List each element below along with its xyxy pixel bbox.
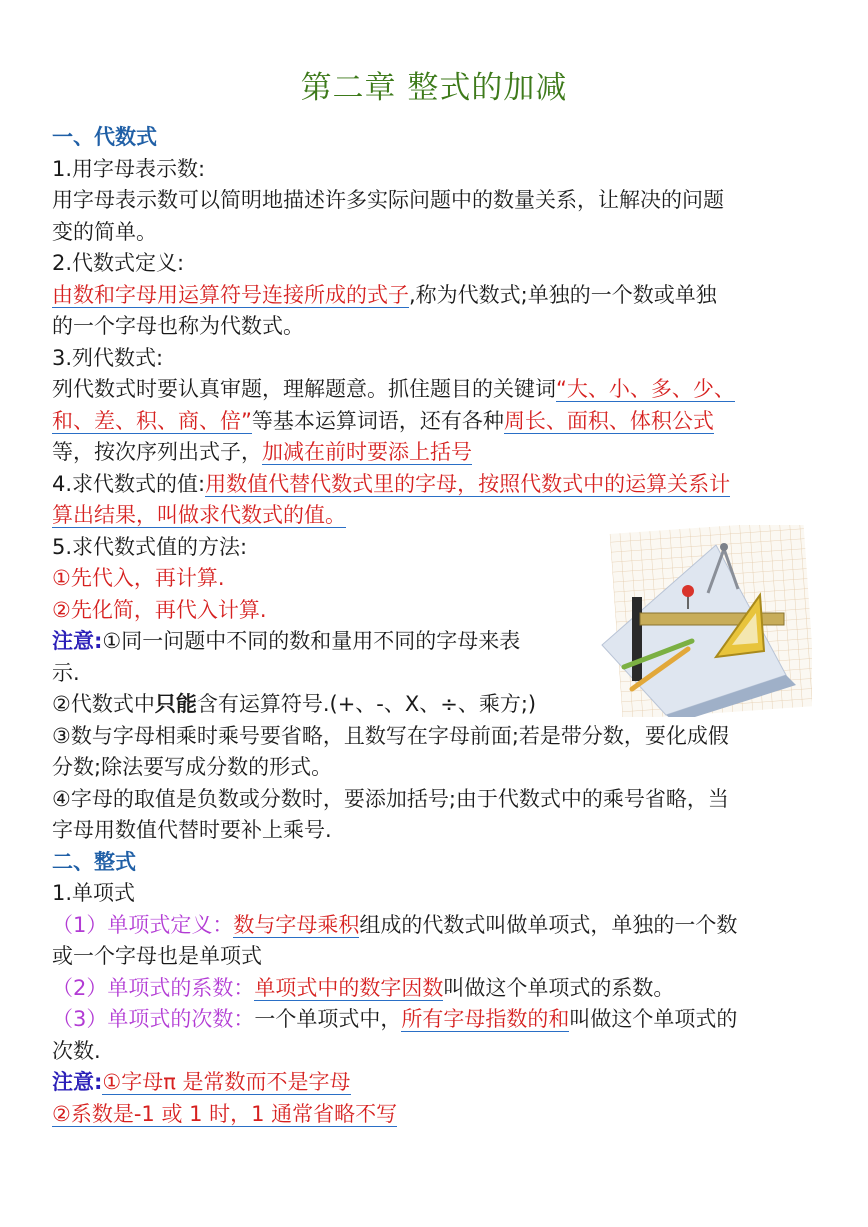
key-phrase: “大、小、多、少、 xyxy=(556,377,735,401)
paragraph-line: 示. xyxy=(52,660,80,685)
paragraph-line: 的一个字母也称为代数式。 xyxy=(52,314,304,338)
paragraph-line: 字母用数值代替时要补上乘号. xyxy=(52,818,332,842)
paragraph-line: 或一个字母也是单项式 xyxy=(52,944,262,968)
note-line xyxy=(52,1099,822,1131)
geometry-tools-illustration xyxy=(596,525,812,717)
emphasis: 只能 xyxy=(154,692,197,716)
subheading-write-expression: 3.列代数式: xyxy=(52,345,164,370)
note-line xyxy=(52,626,582,658)
text-span: 列代数式时要认真审题，理解题意。抓住题目的关键词 xyxy=(52,377,556,401)
definition-label: （1）单项式定义： xyxy=(52,912,234,937)
paragraph-line: 变的简单。 xyxy=(52,219,157,244)
paragraph-line xyxy=(52,437,822,469)
paragraph-line xyxy=(52,406,822,438)
text-span: 等基本运算词语，还有各种 xyxy=(251,408,504,433)
text-span: ①同一问题中不同的数和量用不同的字母来表 xyxy=(102,629,521,653)
key-phrase: 用数值代替代数式里的字母，按照代数式中的运算关系计 xyxy=(205,471,731,496)
key-phrase: 算出结果，叫做求代数式的值。 xyxy=(52,503,346,527)
definition-label: （3）单项式的次数： xyxy=(52,1007,255,1031)
note-line: ④字母的取值是负数或分数时，要添加括号;由于代数式中的乘号省略，当 xyxy=(52,786,729,811)
definition-line xyxy=(52,910,822,942)
key-phrase: 数与字母乘积 xyxy=(233,912,360,937)
text-span: 组成的代数式叫做单项式，单独的一个数 xyxy=(359,912,738,937)
paragraph-line: 用字母表示数可以简明地描述许多实际问题中的数量关系，让解决的问题 xyxy=(52,188,724,212)
subheading-methods: 5.求代数式值的方法: xyxy=(52,534,248,559)
key-phrase: 周长、面积、体积公式 xyxy=(503,408,714,433)
key-phrase: ①字母π 是常数而不是字母 xyxy=(102,1070,351,1094)
subheading-letters-for-numbers: 1.用字母表示数: xyxy=(52,156,206,181)
definition-line xyxy=(52,1004,822,1036)
note-line: ③数与字母相乘时乘号要省略，且数写在字母前面;若是带分数，要化成假 xyxy=(52,723,729,748)
method-item: ②先化简，再代入计算. xyxy=(52,597,267,622)
paragraph-line xyxy=(52,469,822,501)
text-span: 叫做这个单项式的 xyxy=(569,1007,738,1031)
note-label: 注意: xyxy=(52,1070,103,1094)
subheading-evaluate: 4.求代数式的值: xyxy=(52,471,206,496)
page-title: 第二章 整式的加减 xyxy=(300,70,568,106)
text-span: 叫做这个单项式的系数。 xyxy=(443,975,675,1000)
paragraph-line xyxy=(52,374,822,406)
text-span: ②代数式中 xyxy=(52,692,155,716)
subheading-monomial: 1.单项式 xyxy=(52,881,136,905)
text-span: 含有运算符号.(+、-、X、÷、乘方;) xyxy=(196,692,537,716)
paragraph-line: 分数;除法要写成分数的形式。 xyxy=(52,755,333,779)
key-phrase: 所有字母指数的和 xyxy=(401,1007,570,1031)
text-span: 一个单项式中， xyxy=(254,1007,402,1031)
key-phrase: 单项式中的数字因数 xyxy=(254,975,444,1000)
key-phrase: ②系数是-1 或 1 时，1 通常省略不写 xyxy=(52,1101,398,1126)
section-heading-algebraic-expression: 一、代数式 xyxy=(52,125,157,149)
subheading-definition: 2.代数式定义: xyxy=(52,251,185,275)
key-phrase: 和、差、积、商、倍” xyxy=(52,408,252,433)
paragraph-line: 次数. xyxy=(52,1038,101,1063)
definition-label: （2）单项式的系数： xyxy=(52,975,255,1000)
paragraph-line xyxy=(52,280,822,312)
key-phrase: 加减在前时要添上括号 xyxy=(262,440,472,464)
section-heading-polynomial: 二、整式 xyxy=(52,849,136,874)
definition-line xyxy=(52,973,822,1005)
note-label: 注意: xyxy=(52,629,103,653)
note-line xyxy=(52,1067,822,1099)
text-span: 等，按次序列出式子， xyxy=(52,440,262,464)
method-item: ①先代入，再计算. xyxy=(52,566,225,590)
key-phrase: 由数和字母用运算符号连接所成的式子 xyxy=(52,282,409,307)
text-span: ,称为代数式;单独的一个数或单独 xyxy=(409,282,717,307)
